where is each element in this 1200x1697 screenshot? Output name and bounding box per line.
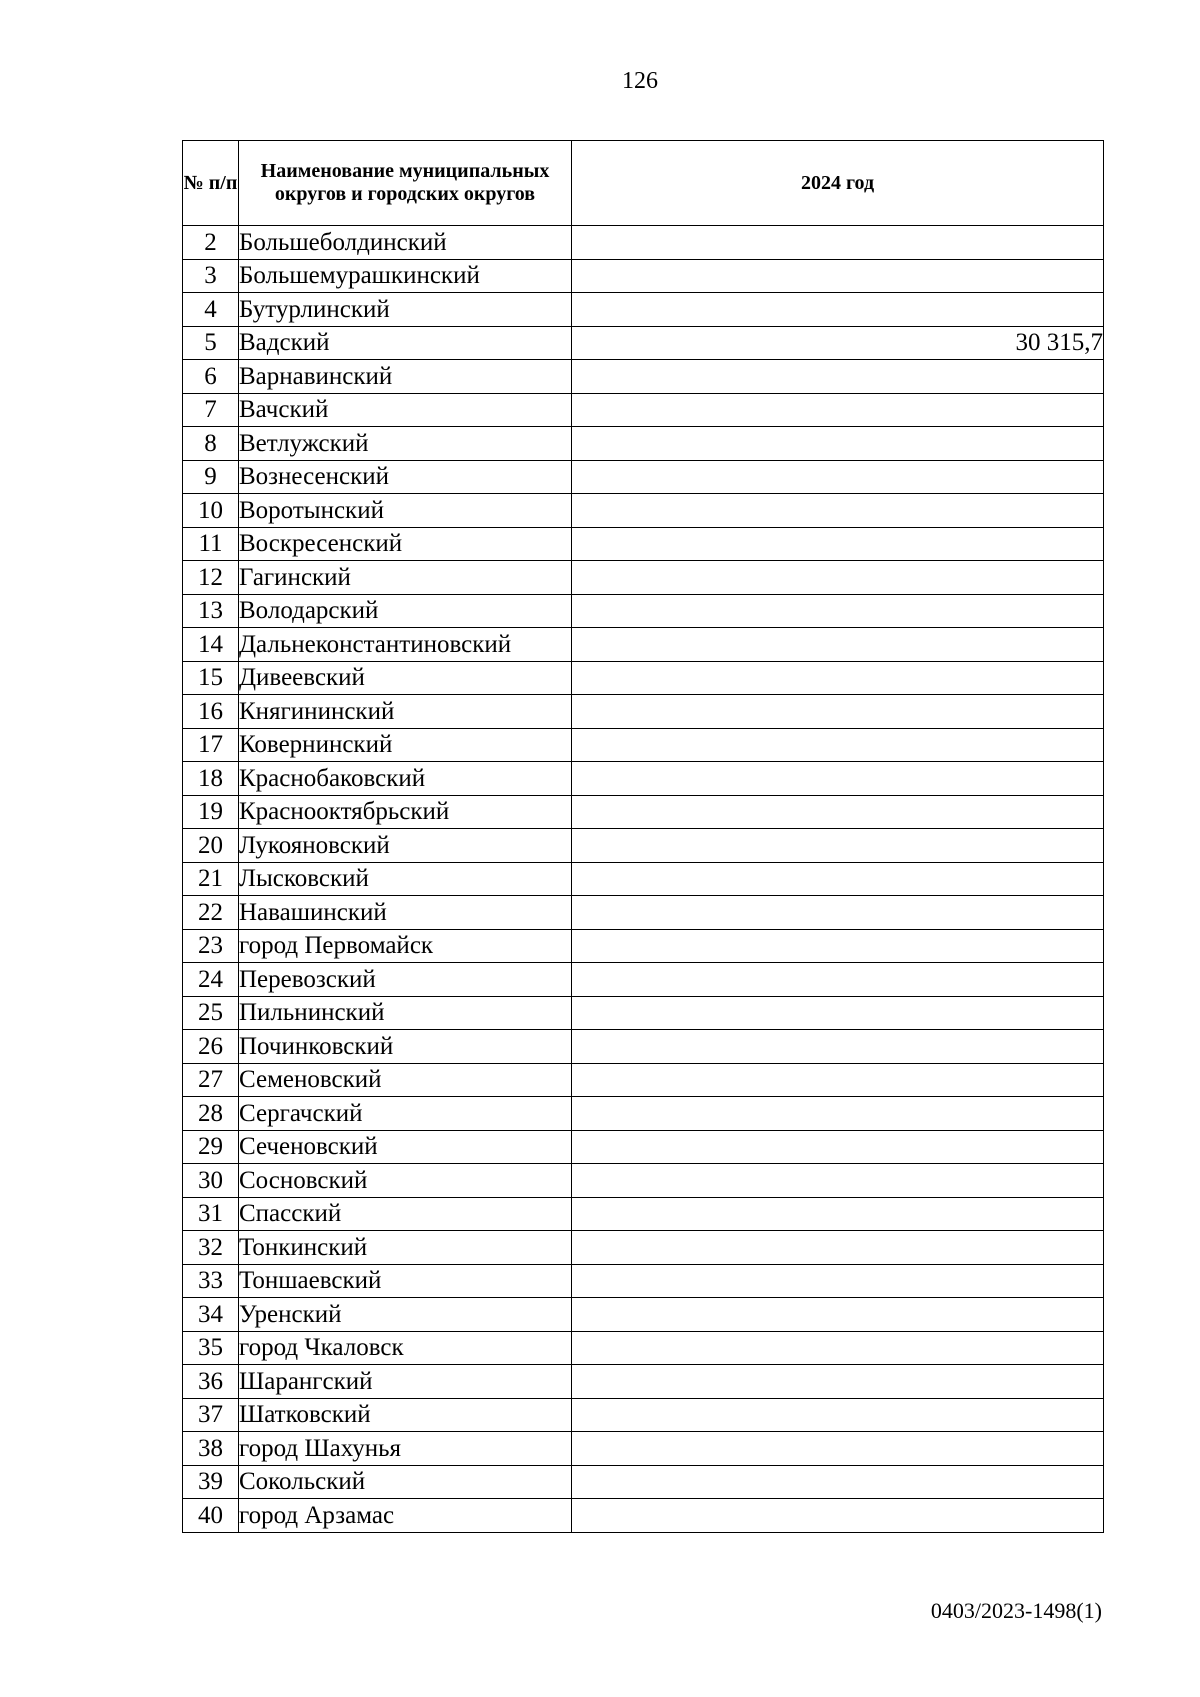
page-number: 126 xyxy=(622,68,658,94)
row-number: 22 xyxy=(183,896,239,930)
row-number: 32 xyxy=(183,1231,239,1265)
district-name: город Первомайск xyxy=(239,929,572,963)
district-name: Гагинский xyxy=(239,561,572,595)
value-2024 xyxy=(572,1097,1104,1131)
row-number: 7 xyxy=(183,393,239,427)
value-2024 xyxy=(572,527,1104,561)
row-number: 19 xyxy=(183,795,239,829)
value-2024 xyxy=(572,829,1104,863)
value-2024 xyxy=(572,963,1104,997)
value-2024 xyxy=(572,728,1104,762)
table-row xyxy=(183,1331,1104,1365)
district-name: Краснооктябрьский xyxy=(239,795,572,829)
row-number: 28 xyxy=(183,1097,239,1131)
value-2024 xyxy=(572,259,1104,293)
district-name: Пильнинский xyxy=(239,996,572,1030)
table-row xyxy=(183,896,1104,930)
table-row xyxy=(183,293,1104,327)
district-name: Лысковский xyxy=(239,862,572,896)
table-row xyxy=(183,1432,1104,1466)
district-name: Лукояновский xyxy=(239,829,572,863)
row-number: 6 xyxy=(183,360,239,394)
value-2024 xyxy=(572,427,1104,461)
row-number: 21 xyxy=(183,862,239,896)
district-name: Семеновский xyxy=(239,1063,572,1097)
table-row xyxy=(183,360,1104,394)
value-2024 xyxy=(572,1398,1104,1432)
table-row xyxy=(183,929,1104,963)
table-row xyxy=(183,728,1104,762)
district-name: Княгининский xyxy=(239,695,572,729)
district-name: Воротынский xyxy=(239,494,572,528)
value-2024 xyxy=(572,795,1104,829)
value-2024 xyxy=(572,628,1104,662)
table-row xyxy=(183,963,1104,997)
value-2024 xyxy=(572,1231,1104,1265)
district-name: город Шахунья xyxy=(239,1432,572,1466)
district-name: Дальнеконстантиновский xyxy=(239,628,572,662)
table-row xyxy=(183,1465,1104,1499)
value-2024 xyxy=(572,1331,1104,1365)
district-name: Сокольский xyxy=(239,1465,572,1499)
row-number: 11 xyxy=(183,527,239,561)
value-2024 xyxy=(572,226,1104,260)
header-number: № п/п xyxy=(183,141,239,226)
table-row xyxy=(183,1097,1104,1131)
value-2024 xyxy=(572,661,1104,695)
district-name: Вознесенский xyxy=(239,460,572,494)
district-name: Ковернинский xyxy=(239,728,572,762)
table-row xyxy=(183,695,1104,729)
table-row xyxy=(183,1398,1104,1432)
district-name: Воскресенский xyxy=(239,527,572,561)
table-row xyxy=(183,460,1104,494)
value-2024 xyxy=(572,561,1104,595)
district-name: Тоншаевский xyxy=(239,1264,572,1298)
value-2024 xyxy=(572,1365,1104,1399)
value-2024 xyxy=(572,293,1104,327)
value-2024: 30 315,7 xyxy=(572,326,1104,360)
row-number: 33 xyxy=(183,1264,239,1298)
table-row xyxy=(183,1164,1104,1198)
row-number: 30 xyxy=(183,1164,239,1198)
row-number: 9 xyxy=(183,460,239,494)
district-name: Ветлужский xyxy=(239,427,572,461)
district-name: Володарский xyxy=(239,594,572,628)
value-2024 xyxy=(572,460,1104,494)
table-row xyxy=(183,1030,1104,1064)
table-row xyxy=(183,1365,1104,1399)
table-row xyxy=(183,494,1104,528)
value-2024 xyxy=(572,1264,1104,1298)
district-name: Тонкинский xyxy=(239,1231,572,1265)
row-number: 2 xyxy=(183,226,239,260)
value-2024 xyxy=(572,929,1104,963)
table-row xyxy=(183,1499,1104,1533)
table-header-row xyxy=(183,141,1104,226)
table-row xyxy=(183,1197,1104,1231)
row-number: 3 xyxy=(183,259,239,293)
district-name: Спасский xyxy=(239,1197,572,1231)
row-number: 37 xyxy=(183,1398,239,1432)
value-2024 xyxy=(572,896,1104,930)
district-name: Сеченовский xyxy=(239,1130,572,1164)
district-name: Шарангский xyxy=(239,1365,572,1399)
table-row xyxy=(183,661,1104,695)
district-name: Перевозский xyxy=(239,963,572,997)
value-2024 xyxy=(572,1298,1104,1332)
value-2024 xyxy=(572,1432,1104,1466)
table-row xyxy=(183,1298,1104,1332)
document-code: 0403/2023-1498(1) xyxy=(930,1598,1102,1623)
row-number: 34 xyxy=(183,1298,239,1332)
row-number: 35 xyxy=(183,1331,239,1365)
row-number: 31 xyxy=(183,1197,239,1231)
value-2024 xyxy=(572,1197,1104,1231)
row-number: 23 xyxy=(183,929,239,963)
row-number: 4 xyxy=(183,293,239,327)
row-number: 38 xyxy=(183,1432,239,1466)
district-name: Вадский xyxy=(239,326,572,360)
table-row xyxy=(183,561,1104,595)
row-number: 40 xyxy=(183,1499,239,1533)
value-2024 xyxy=(572,862,1104,896)
district-name: Уренский xyxy=(239,1298,572,1332)
district-name: Бутурлинский xyxy=(239,293,572,327)
row-number: 25 xyxy=(183,996,239,1030)
district-name: Большеболдинский xyxy=(239,226,572,260)
row-number: 13 xyxy=(183,594,239,628)
district-name: Починковский xyxy=(239,1030,572,1064)
value-2024 xyxy=(572,996,1104,1030)
row-number: 5 xyxy=(183,326,239,360)
row-number: 36 xyxy=(183,1365,239,1399)
table-row xyxy=(183,1130,1104,1164)
row-number: 16 xyxy=(183,695,239,729)
row-number: 14 xyxy=(183,628,239,662)
table-row xyxy=(183,795,1104,829)
table-row xyxy=(183,594,1104,628)
district-name: Варнавинский xyxy=(239,360,572,394)
row-number: 27 xyxy=(183,1063,239,1097)
district-name: Шатковский xyxy=(239,1398,572,1432)
table-row xyxy=(183,1231,1104,1265)
district-name: город Чкаловск xyxy=(239,1331,572,1365)
table-row xyxy=(183,829,1104,863)
value-2024 xyxy=(572,762,1104,796)
value-2024 xyxy=(572,1465,1104,1499)
district-name: Навашинский xyxy=(239,896,572,930)
header-name: Наименование муниципальных округов и городских округов xyxy=(239,141,572,226)
district-name: Краснобаковский xyxy=(239,762,572,796)
table-row xyxy=(183,996,1104,1030)
row-number: 17 xyxy=(183,728,239,762)
value-2024 xyxy=(572,393,1104,427)
district-name: город Арзамас xyxy=(239,1499,572,1533)
table-row xyxy=(183,628,1104,662)
table-row xyxy=(183,762,1104,796)
value-2024 xyxy=(572,594,1104,628)
municipal-funding-table xyxy=(182,140,1104,1533)
table-row xyxy=(183,427,1104,461)
value-2024 xyxy=(572,695,1104,729)
header-year-2024: 2024 год xyxy=(572,141,1104,226)
district-name: Сергачский xyxy=(239,1097,572,1131)
district-name: Большемурашкинский xyxy=(239,259,572,293)
value-2024 xyxy=(572,1030,1104,1064)
table-row xyxy=(183,393,1104,427)
table-row xyxy=(183,862,1104,896)
row-number: 12 xyxy=(183,561,239,595)
table-body xyxy=(183,226,1104,1533)
value-2024 xyxy=(572,1063,1104,1097)
table-row xyxy=(183,1264,1104,1298)
value-2024 xyxy=(572,360,1104,394)
row-number: 29 xyxy=(183,1130,239,1164)
district-name: Сосновский xyxy=(239,1164,572,1198)
table-row xyxy=(183,527,1104,561)
row-number: 18 xyxy=(183,762,239,796)
row-number: 8 xyxy=(183,427,239,461)
row-number: 15 xyxy=(183,661,239,695)
row-number: 26 xyxy=(183,1030,239,1064)
table-row xyxy=(183,259,1104,293)
row-number: 20 xyxy=(183,829,239,863)
district-name: Вачский xyxy=(239,393,572,427)
row-number: 24 xyxy=(183,963,239,997)
table-row xyxy=(183,1063,1104,1097)
value-2024 xyxy=(572,1164,1104,1198)
value-2024 xyxy=(572,494,1104,528)
district-name: Дивеевский xyxy=(239,661,572,695)
value-2024 xyxy=(572,1499,1104,1533)
row-number: 10 xyxy=(183,494,239,528)
table-row xyxy=(183,326,1104,360)
value-2024 xyxy=(572,1130,1104,1164)
table-row xyxy=(183,226,1104,260)
row-number: 39 xyxy=(183,1465,239,1499)
